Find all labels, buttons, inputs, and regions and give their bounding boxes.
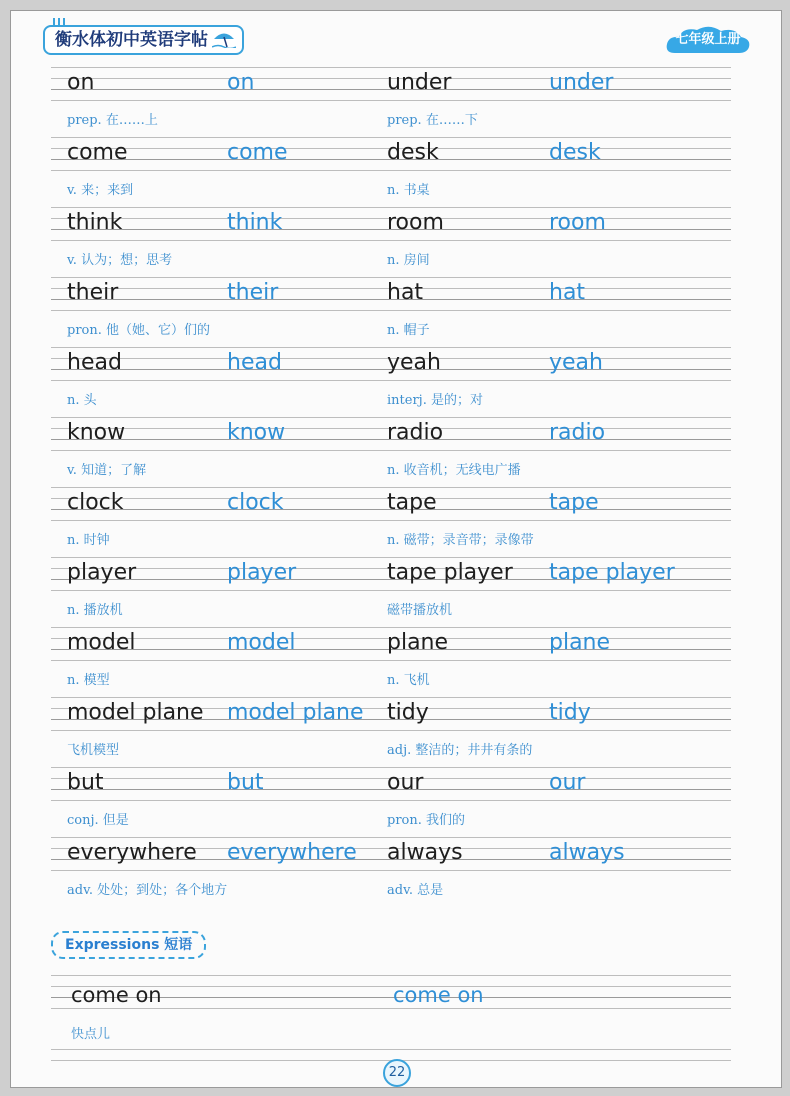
word-model: tape player bbox=[387, 560, 513, 585]
word-model: their bbox=[67, 280, 119, 305]
phrase-model: come on bbox=[71, 983, 162, 1007]
phrase-trace: come on bbox=[393, 983, 484, 1007]
vocab-row bbox=[11, 137, 781, 207]
word-meaning: v. 知道；了解 bbox=[67, 463, 147, 478]
word-meaning: n. 收音机；无线电广播 bbox=[387, 463, 521, 478]
vocab-row bbox=[11, 767, 781, 837]
word-model: player bbox=[67, 560, 137, 585]
vocab-row bbox=[11, 487, 781, 557]
word-trace: hat bbox=[549, 280, 586, 305]
word-trace: under bbox=[549, 70, 614, 95]
word-meaning: interj. 是的；对 bbox=[387, 393, 483, 408]
word-meaning: 飞机模型 bbox=[67, 743, 120, 758]
word-model: head bbox=[67, 350, 122, 375]
word-meaning: n. 书桌 bbox=[387, 183, 430, 198]
word-model: tidy bbox=[387, 700, 429, 725]
word-trace: radio bbox=[549, 420, 606, 445]
word-meaning: adv. 总是 bbox=[387, 883, 444, 898]
word-model: model plane bbox=[67, 700, 204, 725]
word-meaning: n. 飞机 bbox=[387, 673, 430, 688]
word-trace: on bbox=[227, 70, 255, 95]
word-model: always bbox=[387, 840, 463, 865]
word-model: hat bbox=[387, 280, 424, 305]
word-meaning: n. 房间 bbox=[387, 253, 430, 268]
word-model: model bbox=[67, 630, 136, 655]
word-model: under bbox=[387, 70, 452, 95]
word-trace: desk bbox=[549, 140, 601, 165]
word-model: on bbox=[67, 70, 95, 95]
word-meaning: n. 模型 bbox=[67, 673, 110, 688]
word-trace: plane bbox=[549, 630, 611, 655]
word-trace: always bbox=[549, 840, 625, 865]
expressions-label: Expressions bbox=[65, 937, 160, 953]
word-meaning: 磁带播放机 bbox=[387, 603, 453, 618]
word-trace: everywhere bbox=[227, 840, 357, 865]
word-model: come bbox=[67, 140, 128, 165]
word-meaning: v. 来；来到 bbox=[67, 183, 134, 198]
word-meaning: conj. 但是 bbox=[67, 813, 129, 828]
bars-icon bbox=[53, 18, 67, 26]
word-model: know bbox=[67, 420, 126, 445]
word-model: desk bbox=[387, 140, 439, 165]
word-trace: yeah bbox=[549, 350, 603, 375]
word-meaning: v. 认为；想；思考 bbox=[67, 253, 173, 268]
vocab-row bbox=[11, 277, 781, 347]
word-trace: come bbox=[227, 140, 288, 165]
word-model: clock bbox=[67, 490, 124, 515]
word-model: radio bbox=[387, 420, 444, 445]
expressions-heading bbox=[51, 931, 206, 959]
word-trace: room bbox=[549, 210, 606, 235]
word-meaning: n. 帽子 bbox=[387, 323, 430, 338]
vocab-row bbox=[11, 347, 781, 417]
word-trace: their bbox=[227, 280, 279, 305]
word-meaning: n. 时钟 bbox=[67, 533, 110, 548]
word-trace: but bbox=[227, 770, 264, 795]
word-model: room bbox=[387, 210, 444, 235]
word-meaning: prep. 在……上 bbox=[67, 113, 158, 128]
word-model: our bbox=[387, 770, 424, 795]
word-trace: model bbox=[227, 630, 296, 655]
word-trace: think bbox=[227, 210, 283, 235]
word-meaning: n. 磁带；录音带；录像带 bbox=[387, 533, 534, 548]
beach-umbrella-icon bbox=[212, 30, 236, 48]
word-meaning: n. 播放机 bbox=[67, 603, 123, 618]
grade-label: 七年级上册 bbox=[675, 32, 741, 47]
word-meaning: prep. 在……下 bbox=[387, 113, 478, 128]
word-trace: tape bbox=[549, 490, 599, 515]
word-trace: player bbox=[227, 560, 297, 585]
phrase-meaning: 快点儿 bbox=[71, 1027, 111, 1042]
book-title: 衡水体初中英语字帖 bbox=[55, 30, 208, 50]
word-model: yeah bbox=[387, 350, 441, 375]
word-meaning: pron. 我们的 bbox=[387, 813, 466, 828]
vocab-row bbox=[11, 697, 781, 767]
vocab-row bbox=[11, 417, 781, 487]
word-model: but bbox=[67, 770, 104, 795]
word-trace: tidy bbox=[549, 700, 591, 725]
vocab-row bbox=[11, 627, 781, 697]
word-meaning: n. 头 bbox=[67, 393, 97, 408]
word-model: tape bbox=[387, 490, 437, 515]
workbook-page bbox=[10, 10, 782, 1088]
expressions-label-cn: 短语 bbox=[164, 937, 193, 953]
word-trace: head bbox=[227, 350, 282, 375]
word-trace: model plane bbox=[227, 700, 364, 725]
word-trace: know bbox=[227, 420, 286, 445]
word-model: plane bbox=[387, 630, 449, 655]
vocab-row bbox=[11, 67, 781, 137]
word-model: think bbox=[67, 210, 123, 235]
page-number: 22 bbox=[383, 1059, 411, 1087]
word-trace: clock bbox=[227, 490, 284, 515]
word-model: everywhere bbox=[67, 840, 197, 865]
word-meaning: adj. 整洁的；井井有条的 bbox=[387, 743, 533, 758]
word-meaning: pron. 他（她、它）们的 bbox=[67, 323, 211, 338]
word-trace: tape player bbox=[549, 560, 675, 585]
vocabulary-list bbox=[11, 67, 781, 907]
vocab-row bbox=[11, 837, 781, 907]
vocab-row bbox=[11, 557, 781, 627]
grade-cloud-badge bbox=[665, 25, 751, 55]
book-title-badge bbox=[43, 25, 244, 55]
vocab-row bbox=[11, 207, 781, 277]
word-trace: our bbox=[549, 770, 586, 795]
word-meaning: adv. 处处；到处；各个地方 bbox=[67, 883, 228, 898]
